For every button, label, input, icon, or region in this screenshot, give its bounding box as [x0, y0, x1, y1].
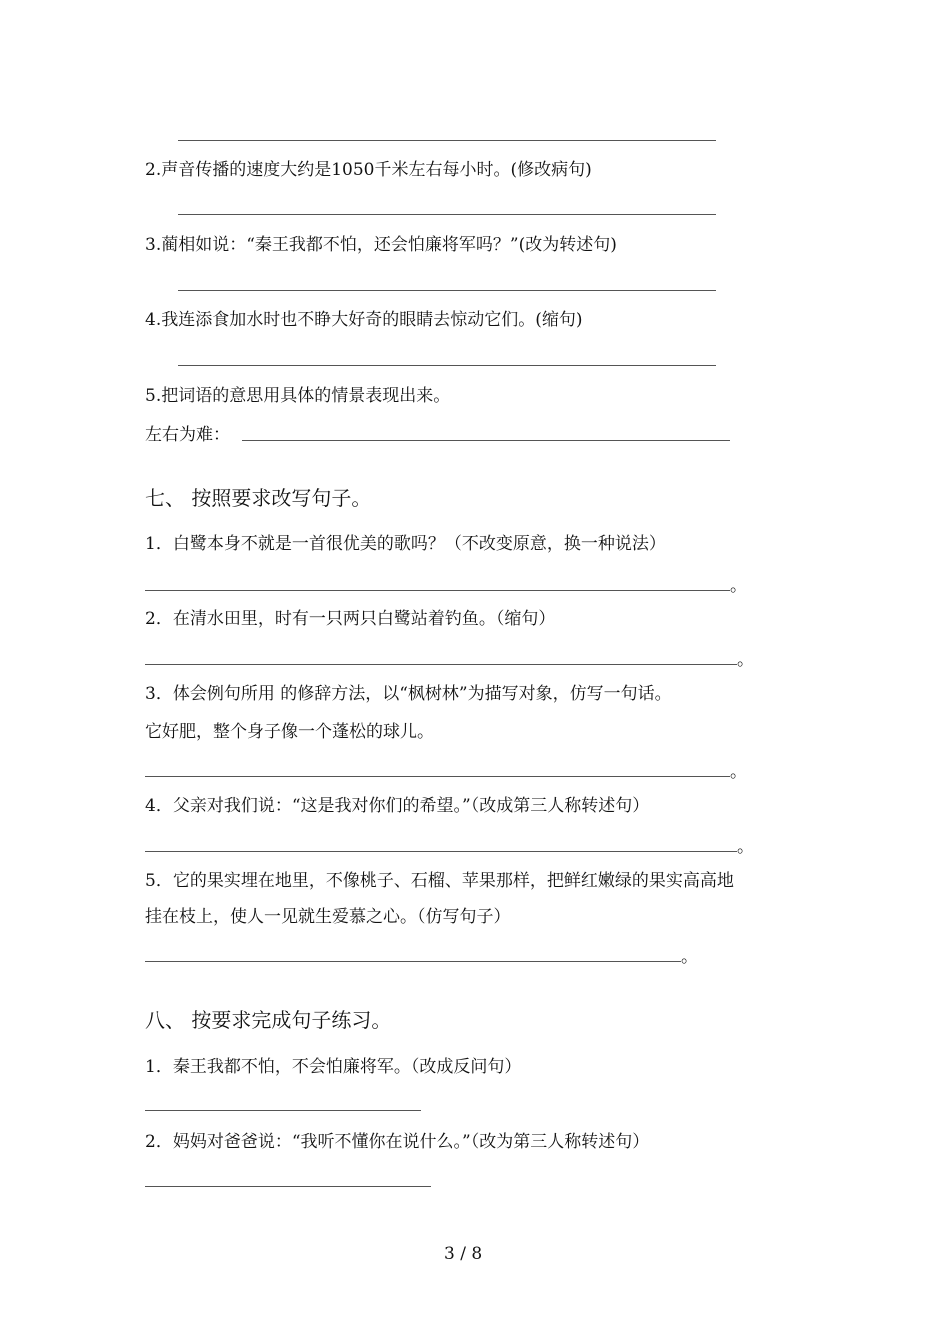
question-8-1: 1．秦王我都不怕，不会怕廉将军。（改成反问句） — [145, 1057, 522, 1077]
period-7-2: 。 — [737, 650, 754, 670]
period-7-3: 。 — [730, 762, 747, 782]
period-7-5: 。 — [681, 947, 698, 967]
answer-line-7-3[interactable] — [145, 776, 730, 777]
answer-line-prev-1[interactable] — [178, 140, 716, 141]
page-number: 3 / 8 — [444, 1244, 483, 1264]
question-8-2: 2．妈妈对爸爸说：“我听不懂你在说什么。”（改为第三人称转述句） — [145, 1132, 650, 1152]
answer-line-7-4[interactable] — [145, 851, 737, 852]
question-7-1: 1．白鹭本身不就是一首很优美的歌吗？（不改变原意，换一种说法） — [145, 534, 666, 554]
question-7-3: 3．体会例句所用 的修辞方法，以“枫树林”为描写对象，仿写一句话。 — [145, 684, 672, 704]
question-7-5-line1: 5．它的果实埋在地里，不像桃子、石榴、苹果那样，把鲜红嫩绿的果实高高地 — [145, 871, 734, 891]
question-7-2: 2．在清水田里，时有一只两只白鹭站着钓鱼。（缩句） — [145, 609, 556, 629]
answer-line-7-1[interactable] — [145, 590, 730, 591]
word-zuoyouweinan: 左右为难： — [145, 425, 230, 445]
period-7-4: 。 — [737, 837, 754, 857]
answer-line-6-2[interactable] — [178, 214, 716, 215]
question-6-2: 2.声音传播的速度大约是1050千米左右每小时。(修改病句) — [145, 160, 592, 180]
section-7-title: 七、 按照要求改写句子。 — [145, 486, 372, 510]
question-7-4: 4．父亲对我们说：“这是我对你们的希望。”（改成第三人称转述句） — [145, 796, 650, 816]
question-6-4: 4.我连添食加水时也不睁大好奇的眼睛去惊动它们。(缩句) — [145, 310, 583, 330]
example-sentence-7-3: 它好肥，整个身子像一个蓬松的球儿。 — [145, 722, 434, 742]
answer-line-8-2[interactable] — [145, 1186, 431, 1187]
question-6-5: 5.把词语的意思用具体的情景表现出来。 — [145, 386, 451, 406]
answer-line-7-2[interactable] — [145, 664, 737, 665]
question-6-3: 3.蔺相如说：“秦王我都不怕，还会怕廉将军吗？”(改为转述句) — [145, 235, 617, 255]
answer-line-7-5[interactable] — [145, 961, 681, 962]
answer-line-6-5[interactable] — [242, 440, 730, 441]
question-7-5-line2: 挂在枝上，使人一见就生爱慕之心。（仿写句子） — [145, 907, 511, 927]
period-7-1: 。 — [730, 576, 747, 596]
answer-line-6-3[interactable] — [178, 290, 716, 291]
answer-line-8-1[interactable] — [145, 1110, 421, 1111]
answer-line-6-4[interactable] — [178, 365, 716, 366]
section-8-title: 八、 按要求完成句子练习。 — [145, 1008, 392, 1032]
